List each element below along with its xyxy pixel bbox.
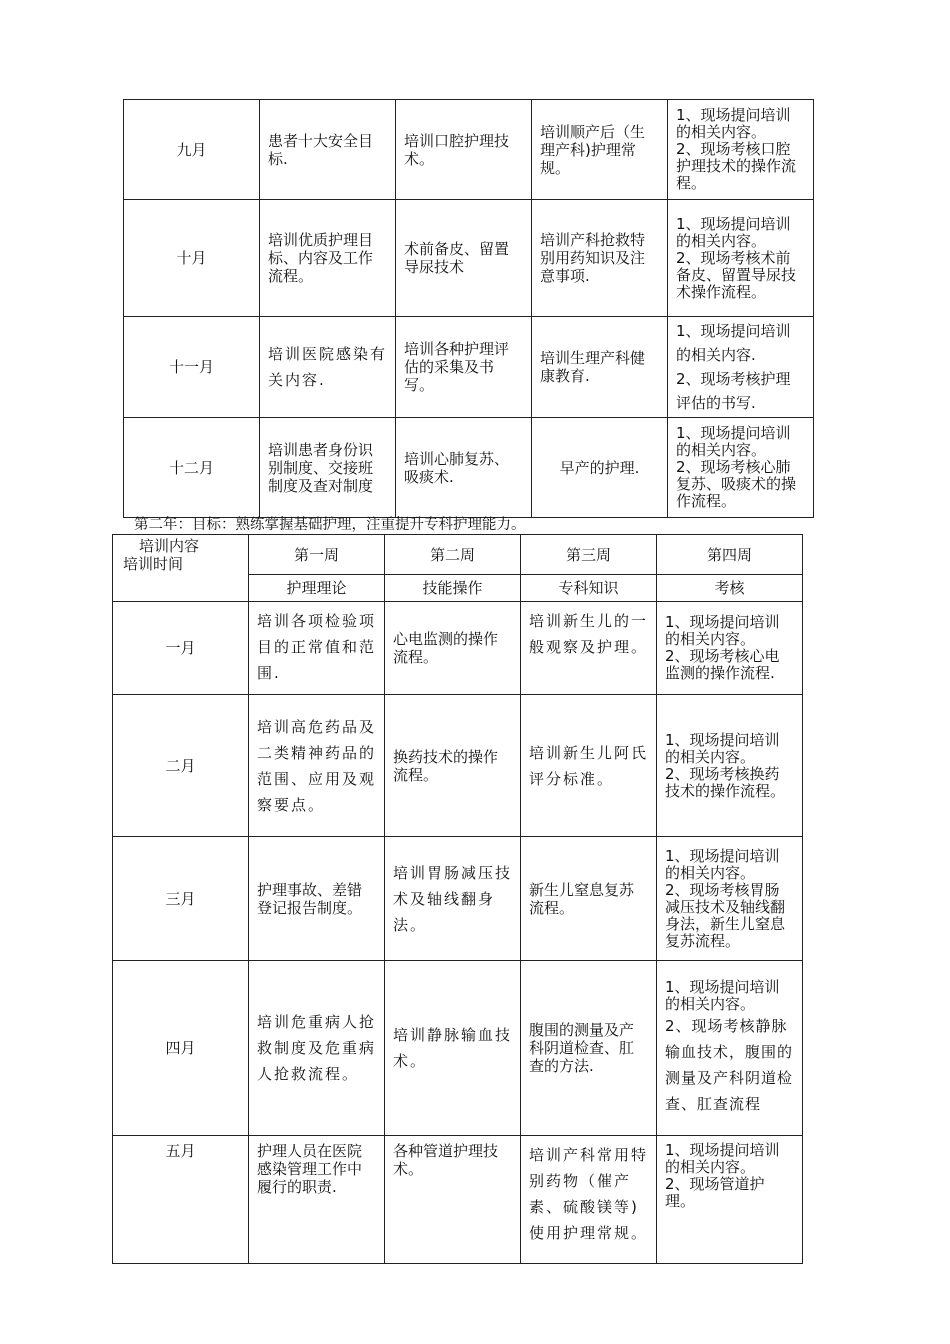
table-row <box>124 418 814 518</box>
table-row <box>113 602 803 695</box>
specialty-cell: 培训产科常用特别药物（催产素、硫酸镁等)使用护理常规。 <box>521 1136 657 1264</box>
specialty-cell: 腹围的测量及产科阴道检查、肛查的方法. <box>521 961 657 1136</box>
table-row <box>124 200 814 317</box>
skill-cell: 心电监测的操作流程。 <box>385 602 521 695</box>
table-row <box>124 317 814 418</box>
table-row <box>113 961 803 1136</box>
year2-goal-text: 第二年：目标：熟练掌握基础护理，注重提升专科护理能力。 <box>134 517 526 533</box>
specialty-cell: 培训新生儿的一般观察及护理。 <box>521 602 657 695</box>
week-header: 第四周 <box>657 535 803 575</box>
category-header: 技能操作 <box>385 575 521 602</box>
category-header: 考核 <box>657 575 803 602</box>
theory-cell: 培训高危药品及二类精神药品的范围、应用及观察要点。 <box>249 695 385 837</box>
specialty-cell: 新生儿窒息复苏流程。 <box>521 837 657 961</box>
exam-item: 1、现场提问培训的相关内容。 <box>676 214 791 250</box>
month-cell: 三月 <box>113 837 249 961</box>
exam-cell <box>657 961 803 1136</box>
exam-cell <box>668 100 814 200</box>
month-cell: 九月 <box>124 100 260 200</box>
exam-cell <box>657 695 803 837</box>
table-row <box>124 100 814 200</box>
exam-item: 2、现场管道护理。 <box>665 1175 765 1210</box>
exam-item: 2、现场考核换药技术的操作流程。 <box>665 764 786 800</box>
exam-item: 1、现场提问培训的相关内容。 <box>676 424 791 459</box>
month-cell: 五月 <box>113 1136 249 1264</box>
skill-cell: 术前备皮、留置导尿技术 <box>396 200 532 317</box>
week-header: 第一周 <box>249 535 385 575</box>
category-header: 专科知识 <box>521 575 657 602</box>
specialty-cell: 培训产科抢救特别用药知识及注意事项. <box>532 200 668 317</box>
specialty-cell: 培训新生儿阿氏评分标准。 <box>521 695 657 837</box>
exam-cell <box>657 1136 803 1264</box>
exam-item: 1、现场提问培训的相关内容。 <box>665 1141 780 1176</box>
exam-cell <box>668 200 814 317</box>
specialty-cell: 培训生理产科健康教育. <box>532 317 668 418</box>
month-cell: 四月 <box>113 961 249 1136</box>
exam-item: 2、现场考核护理评估的书写. <box>676 370 791 412</box>
training-table-year2 <box>112 534 803 1264</box>
theory-cell: 护理人员在医院感染管理工作中履行的职责. <box>249 1136 385 1264</box>
month-cell: 二月 <box>113 695 249 837</box>
table-row <box>113 695 803 837</box>
exam-item: 1、现场提问培训的相关内容。 <box>665 978 780 1013</box>
month-cell: 十二月 <box>124 418 260 518</box>
theory-cell: 培训优质护理目标、内容及工作流程。 <box>260 200 396 317</box>
month-cell: 十一月 <box>124 317 260 418</box>
table-row <box>113 837 803 961</box>
exam-item: 2、现场考核心电监测的操作流程. <box>665 647 780 682</box>
training-table-year1 <box>123 99 814 518</box>
time-label: 培训时间 <box>123 555 184 573</box>
exam-cell <box>668 418 814 518</box>
theory-cell: 护理事故、差错登记报告制度。 <box>249 837 385 961</box>
diagonal-header-cell <box>113 535 249 602</box>
exam-cell <box>668 317 814 418</box>
exam-item: 1、现场提问培训的相关内容. <box>676 322 791 364</box>
exam-item: 2、现场考核心肺复苏、吸痰术的操作流程。 <box>676 458 797 510</box>
theory-cell: 培训患者身份识别制度、交接班制度及查对制度 <box>260 418 396 518</box>
skill-cell: 换药技术的操作流程。 <box>385 695 521 837</box>
skill-cell: 培训心肺复苏、吸痰术. <box>396 418 532 518</box>
exam-item: 2、现场考核静脉输血技术，腹围的测量及产科阴道检查、肛查流程 <box>665 1017 794 1113</box>
exam-item: 1、现场提问培训的相关内容。 <box>665 846 780 882</box>
month-cell: 十月 <box>124 200 260 317</box>
skill-cell: 培训胃肠减压技术及轴线翻身法。 <box>385 837 521 961</box>
exam-item: 1、现场提问培训的相关内容。 <box>665 730 780 766</box>
exam-item: 2、现场考核术前备皮、留置导尿技术操作流程。 <box>676 248 797 301</box>
skill-cell: 培训口腔护理技术。 <box>396 100 532 200</box>
specialty-cell: 早产的护理. <box>532 418 668 518</box>
week-header: 第三周 <box>521 535 657 575</box>
exam-item: 2、现场考核口腔护理技术的操作流程。 <box>676 140 797 192</box>
table-row <box>113 1136 803 1264</box>
theory-cell: 培训医院感染有关内容. <box>260 317 396 418</box>
skill-cell: 各种管道护理技术。 <box>385 1136 521 1264</box>
exam-item: 2、现场考核胃肠减压技术及轴线翻身法，新生儿窒息复苏流程。 <box>665 880 786 950</box>
exam-item: 1、现场提问培训的相关内容。 <box>665 613 780 648</box>
content-label: 培训内容 <box>139 537 200 555</box>
specialty-cell: 培训顺产后（生理产科)护理常规。 <box>532 100 668 200</box>
theory-cell: 培训危重病人抢救制度及危重病人抢救流程。 <box>249 961 385 1136</box>
theory-cell: 培训各项检验项目的正常值和范围. <box>249 602 385 695</box>
skill-cell: 培训静脉输血技术。 <box>385 961 521 1136</box>
header-row-weeks <box>113 535 803 575</box>
skill-cell: 培训各种护理评估的采集及书写。 <box>396 317 532 418</box>
week-header: 第二周 <box>385 535 521 575</box>
category-header: 护理理论 <box>249 575 385 602</box>
exam-item: 1、现场提问培训的相关内容。 <box>676 106 791 141</box>
exam-cell <box>657 602 803 695</box>
theory-cell: 患者十大安全目标. <box>260 100 396 200</box>
exam-cell <box>657 837 803 961</box>
month-cell: 一月 <box>113 602 249 695</box>
